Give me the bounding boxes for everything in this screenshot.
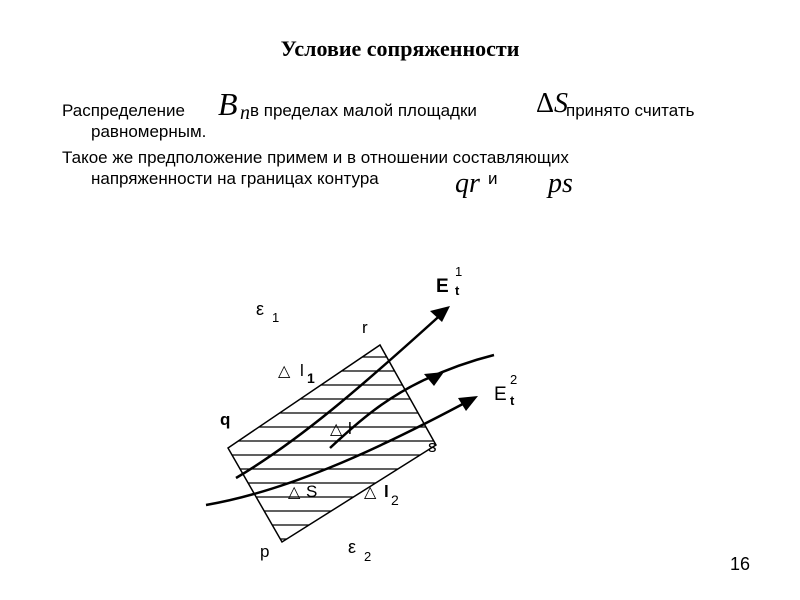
vertex-r-label: r [362, 318, 368, 337]
vertex-q-label: q [220, 410, 231, 429]
delta-l1-symbol: △ [278, 363, 291, 380]
epsilon1-symbol: ε [256, 299, 265, 319]
symbol-qr: qr [455, 168, 480, 199]
para2-line1: Такое же предположение примем и в отношении составляющих [62, 148, 569, 167]
e-t1-superscript: 1 [455, 264, 463, 279]
delta-l1-letter: l [300, 361, 304, 380]
para1-middle-text: в пределах малой площадки [250, 101, 477, 120]
delta-l1-index: 1 [307, 370, 315, 386]
symbol-s: S [554, 88, 568, 119]
symbol-ps: ps [548, 168, 573, 199]
symbol-n-subscript: n [240, 102, 250, 124]
e-t2-subscript: t [510, 393, 515, 408]
hatched-region [228, 345, 436, 542]
vertex-s-label: s [428, 437, 437, 456]
epsilon2-symbol: ε [348, 537, 357, 557]
para2-conjunction: и [488, 169, 498, 188]
e-t2-symbol: E [494, 384, 507, 405]
vertex-p-label: p [260, 542, 270, 561]
e-t1-symbol: E [436, 276, 449, 297]
para1-word: Распределение [62, 101, 185, 120]
delta-s-letter: S [306, 482, 318, 501]
delta-l-symbol: △ [330, 421, 343, 438]
delta-l2-symbol: △ [364, 484, 377, 501]
e-t2-superscript: 2 [510, 372, 518, 387]
symbol-b: B [218, 86, 238, 122]
epsilon1-index: 1 [272, 310, 280, 325]
para1-end-text: принято считать [566, 101, 695, 120]
delta-s-symbol: △ [288, 484, 301, 501]
delta-l-letter: l [348, 419, 352, 438]
para2-line2: напряженности на границах контура [91, 169, 379, 188]
symbol-delta: Δ [536, 88, 555, 119]
page-number: 16 [730, 554, 751, 574]
delta-l2-letter: l [384, 482, 389, 501]
slide-title: Условие сопряженности [280, 36, 520, 61]
delta-l2-index: 2 [391, 492, 399, 508]
epsilon2-index: 2 [364, 549, 372, 564]
para1-line2: равномерным. [91, 122, 207, 141]
e-t1-subscript: t [455, 283, 460, 298]
